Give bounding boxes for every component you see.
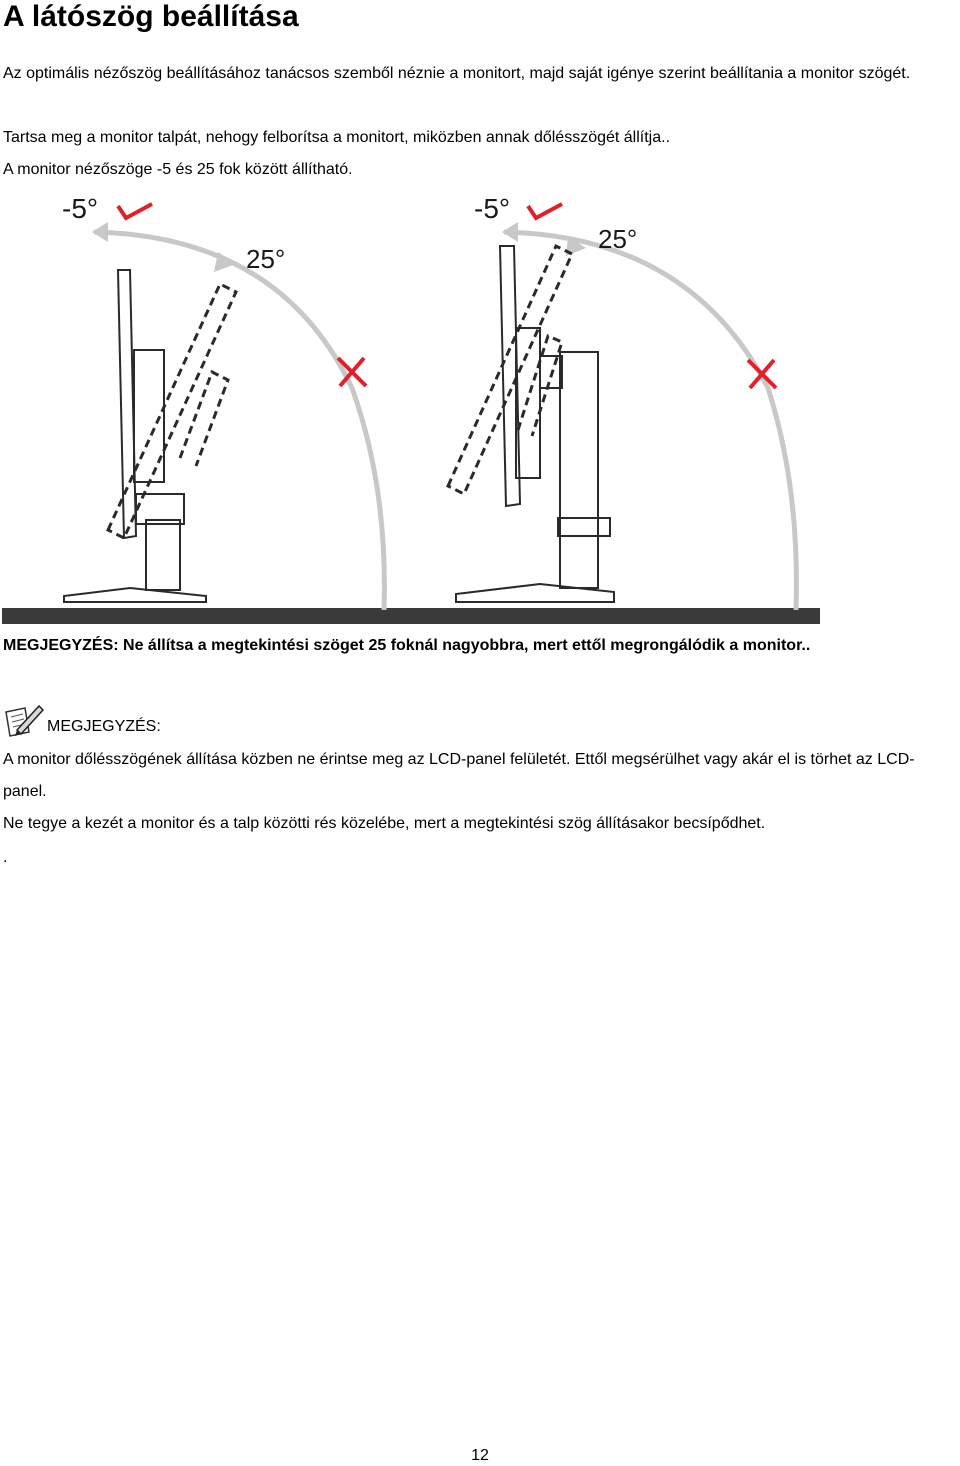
right-minus-5-label: -5° [474,193,511,224]
right-stand-inner [558,518,610,536]
intro-paragraph: Az optimális nézőszög beállításához tanácsos szemből néznie a monitort, majd saját igénye szerint beállítania a monitor szögét. [3,65,911,82]
right-monitor [448,193,796,610]
warning-note: MEGJEGYZÉS: Ne állítsa a megtekintési szöget 25 foknál nagyobbra, mert ettől megrongálódik a monitor.. [3,637,811,654]
note-heading [3,698,161,738]
note-label: MEGJEGYZÉS: [47,718,161,735]
left-arc-arrow-left [92,222,108,242]
note-text-lcd: A monitor dőlésszögének állítása közben ne érintse meg az LCD-panel felületét. Ettől megsérülhet vagy akár el is törhet az LCD-panel. [3,751,915,800]
hold-base-paragraph: Tartsa meg a monitor talpát, nehogy felborítsa a monitort, miközben annak dőlésszögét állítja.. [3,129,671,146]
right-angle-arc [504,232,796,610]
left-25-label: 25° [246,244,286,274]
left-check-mark [118,204,152,218]
tilt-range-paragraph: A monitor nézőszöge -5 és 25 fok között állítható. [3,161,353,178]
note-text-dot: . [3,849,8,866]
right-arc-arrow-left [502,222,518,242]
note-text-hand: Ne tegye a kezét a monitor és a talp közötti rés közelébe, mert a megtekintési szög állításakor becsípődhet. [3,815,766,832]
right-tilted-outline [448,246,572,494]
pencil-note-icon [3,702,45,738]
left-monitor [62,193,384,610]
right-check-mark [528,204,562,218]
right-base [456,584,614,602]
left-angle-arc [94,232,384,610]
left-base [64,588,206,602]
right-25-label: 25° [598,224,638,254]
left-stand [146,520,180,590]
page-title: A látószög beállítása [3,0,299,33]
floor-bar [2,608,820,624]
right-stand-outer [560,352,598,588]
tilt-angle-diagram [0,188,960,628]
left-tilted-outline [108,284,236,538]
left-minus-5-label: -5° [62,193,99,224]
page-number: 12 [471,1447,489,1464]
right-x-mark [748,360,776,388]
